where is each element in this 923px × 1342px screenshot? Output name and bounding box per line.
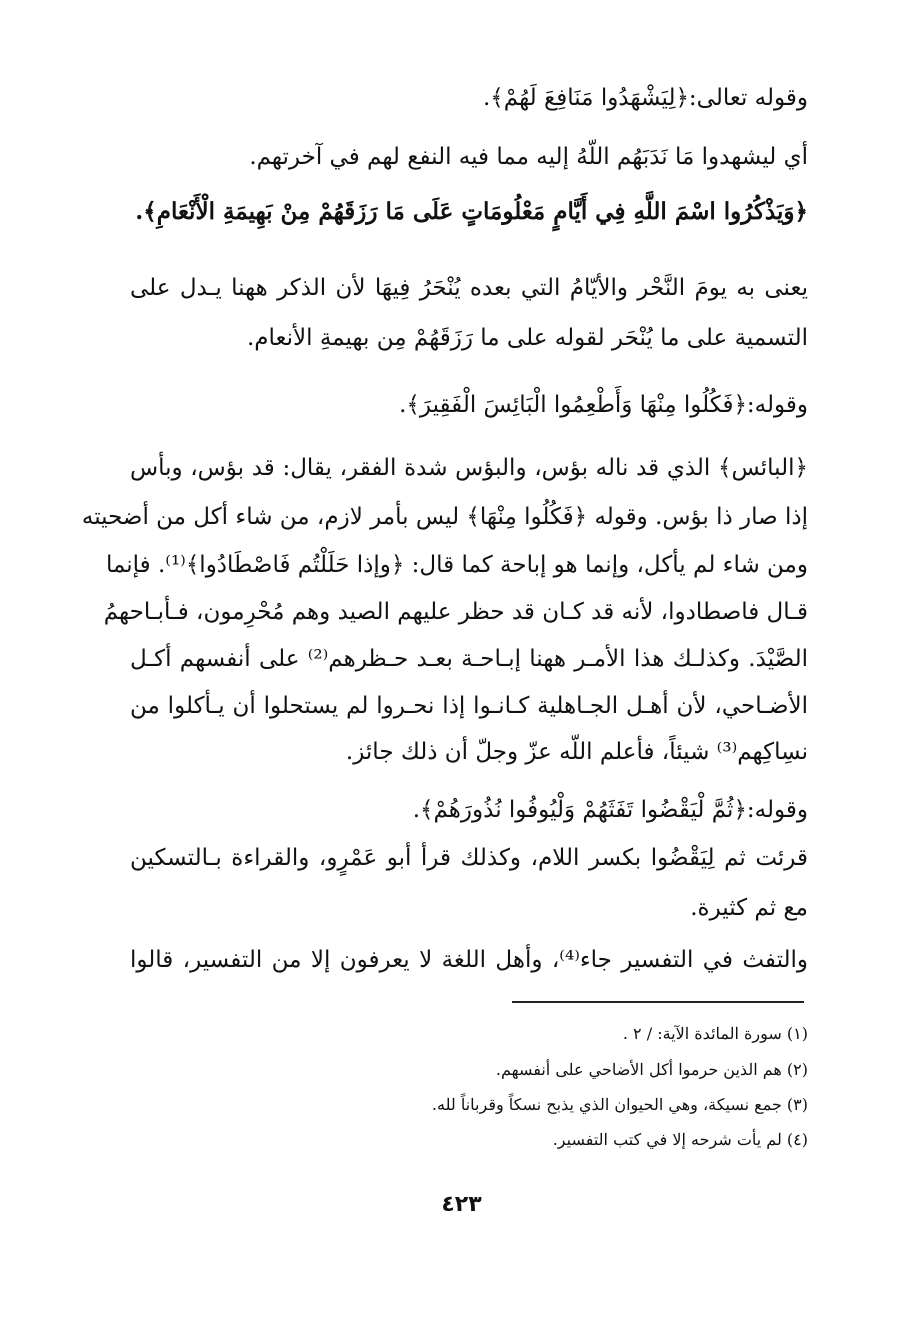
verse-intro-line: وقوله:﴿ثُمَّ لْيَقْضُوا تَفَثَهُمْ وَلْيُوفُوا نُذُورَهُمْ﴾. bbox=[412, 797, 808, 823]
footnote-2: (٢) هم الذين حرموا أكل الأضاحي على أنفسهم. bbox=[495, 1060, 808, 1079]
body-line: ﴿البائس﴾ الذي قد ناله بؤس، والبؤس شدة الفقر، يقال: قد بؤس، وبأس bbox=[130, 455, 808, 481]
footnote-divider bbox=[512, 1001, 804, 1003]
body-line: يعنى به يومَ النَّحْر والأيّامُ التي بعده يُنْحَرُ فِيهَا لأن الذكر ههنا يـدل على bbox=[130, 275, 808, 301]
body-line: ومن شاء لم يأكل، وإنما هو إباحة كما قال: ﴿وإذا حَلَلْتُم فَاصْطَادُوا﴾⁽¹⁾. فإنما bbox=[105, 552, 808, 578]
body-line: إذا صار ذا بؤس. وقوله ﴿فَكُلُوا مِنْهَا﴾ ليس بأمر لازم، من شاء أكل من أضحيته bbox=[81, 504, 808, 530]
body-line: الأضـاحي، لأن أهـل الجـاهلية كـانـوا إذا نحـروا لم يستحلوا أن يـأكلوا من bbox=[130, 693, 808, 719]
body-line: نسِاكِهم⁽³⁾ شيئاً، فأعلم اللّه عزّ وجلّ أن ذلك جائز. bbox=[345, 739, 808, 765]
body-line: الصَّيْدَ. وكذلـك هذا الأمـر ههنا إبـاحـة بعـد حـظرهم⁽²⁾ على أنفسهم أكـل bbox=[130, 646, 808, 672]
body-line: أي ليشهدوا مَا نَدَبَهُم اللّهُ إليه مما فيه النفع لهم في آخرتهم. bbox=[249, 144, 808, 170]
body-line: والتفث في التفسير جاء⁽⁴⁾، وأهل اللغة لا يعرفون إلا من التفسير، قالوا bbox=[130, 947, 809, 973]
footnote-4: (٤) لم يأت شرحه إلا في كتب التفسير. bbox=[552, 1130, 808, 1149]
footnote-3: (٣) جمع نسيكة، وهي الحيوان الذي يذبح نسكاً وقرباناً لله. bbox=[431, 1095, 808, 1114]
verse-intro-line: وقوله تعالى:﴿لِيَشْهَدُوا مَنَافِعَ لَهُمْ﴾. bbox=[482, 85, 808, 111]
body-line: قرئت ثم لِيَقْضُوا بكسر اللام، وكذلك قرأ أبو عَمْرٍو، والقراءة بـالتسكين bbox=[130, 845, 808, 871]
verse-intro-line: وقوله:﴿فَكُلُوا مِنْهَا وَأَطْعِمُوا الْبَائِسَ الْفَقِيرَ﴾. bbox=[399, 392, 808, 418]
footnote-1: (١) سورة المائدة الآية: / ٢ . bbox=[622, 1024, 808, 1043]
body-line: التسمية على ما يُنْحَر لقوله على ما رَزَقَهُمْ مِن بهيمةِ الأنعام. bbox=[246, 325, 808, 351]
body-line: مع ثم كثيرة. bbox=[690, 895, 808, 921]
body-line: قـال فاصطادوا، لأنه قد كـان قد حظر عليهم الصيد وهم مُحْرِمون، فـأبـاحهمُ bbox=[103, 599, 808, 625]
page-number: ٤٢٣ bbox=[441, 1192, 482, 1217]
quran-verse-line: ﴿وَيَذْكُرُوا اسْمَ اللَّهِ فِي أَيَّامٍ مَعْلُومَاتٍ عَلَى مَا رَزَقَهُمْ مِنْ بَهِيمَةِ الْأَنْعَامِ﴾. bbox=[135, 198, 808, 225]
